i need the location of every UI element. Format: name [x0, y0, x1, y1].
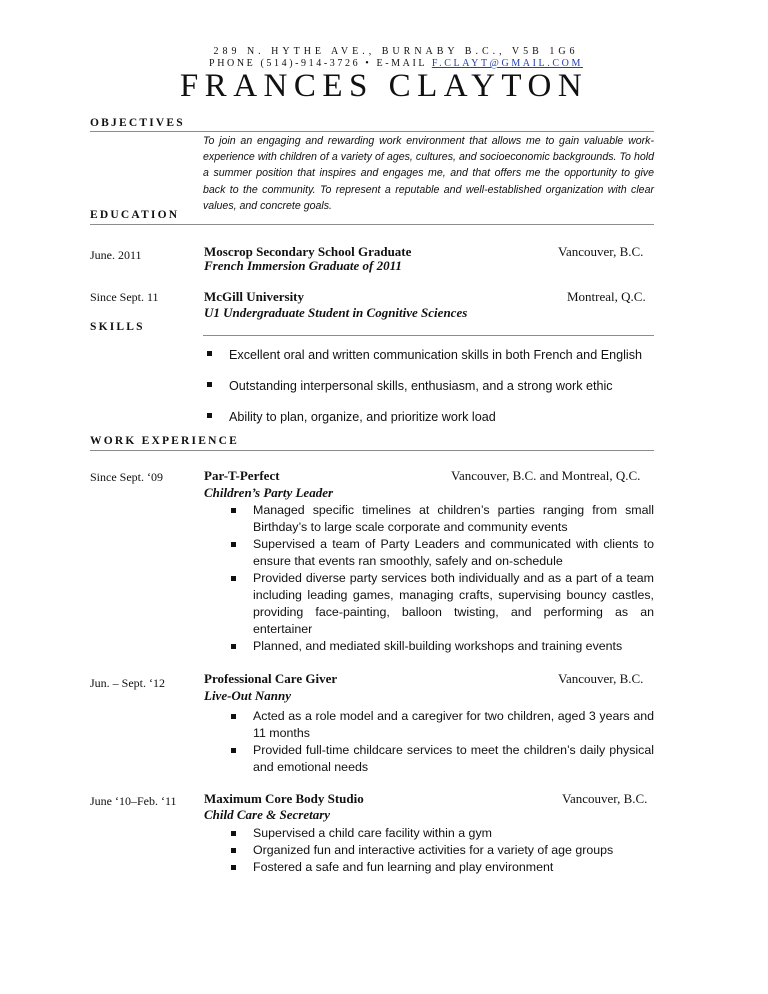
- duty-text: Organized fun and interactive activities for a variety of age groups: [253, 843, 614, 857]
- entry-date: Since Sept. ‘09: [90, 470, 163, 484]
- email-link[interactable]: F.CLAYT@GMAIL.COM: [431, 58, 583, 69]
- bullet-square-icon: [231, 576, 236, 581]
- entry-date: June. 2011: [90, 248, 142, 262]
- bullet-square-icon: [231, 508, 236, 513]
- section-title-objectives: OBJECTIVES: [90, 117, 185, 129]
- section-divider: [90, 131, 654, 132]
- bullet-square-icon: [231, 714, 236, 719]
- entry-location: Vancouver, B.C.: [558, 671, 644, 686]
- duty-text: Provided full-time childcare services to meet the children’s daily physical and emotional needs: [253, 743, 654, 774]
- entry-role: Child Care & Secretary: [204, 807, 331, 822]
- duty-text: Acted as a role model and a caregiver for two children, aged 3 years and 11 months: [253, 709, 654, 740]
- entry-location: Vancouver, B.C.: [558, 244, 644, 259]
- section-divider: [90, 224, 654, 225]
- duty-item: [230, 502, 654, 536]
- entry-location: Vancouver, B.C. and Montreal, Q.C.: [451, 468, 641, 483]
- entry-date: June ‘10–Feb. ‘11: [90, 794, 177, 808]
- skill-text: Excellent oral and written communication skills in both French and English: [229, 348, 642, 362]
- bullet-square-icon: [231, 542, 236, 547]
- entry-organization: Maximum Core Body Studio: [204, 791, 364, 806]
- objectives-text: To join an engaging and rewarding work environment that allows me to gain valuable work-experience with children of a variety of ages, cultures, and socioeconomic backgrounds. To hold a summer position that inspires and engages me, and that offers me the opportunity to give back to the community. To represent a reputable and well-established organization with clear values, and concrete goals.: [203, 135, 654, 212]
- section-title-work-experience: WORK EXPERIENCE: [90, 435, 239, 447]
- entry-organization: Professional Care Giver: [204, 671, 338, 686]
- bullet-square-icon: [207, 413, 212, 418]
- duty-text: Provided diverse party services both individually and as a part of a team including leading games, managing crafts, supervising bouncy castles, providing face-painting, balloon twisting, and performing as an entertainer: [253, 571, 654, 636]
- entry-location: Vancouver, B.C.: [562, 791, 648, 806]
- skill-text: Ability to plan, organize, and prioritize work load: [229, 410, 496, 424]
- duty-item: [230, 638, 654, 655]
- bullet-square-icon: [231, 644, 236, 649]
- skill-item: [207, 348, 642, 362]
- skill-item: [207, 379, 613, 393]
- duty-list: [230, 708, 654, 776]
- duty-text: Supervised a team of Party Leaders and communicated with clients to ensure that events ran smoothly, safely and on-schedule: [253, 537, 654, 568]
- entry-organization: McGill University: [204, 289, 305, 304]
- duty-text: Supervised a child care facility within a gym: [253, 826, 492, 840]
- skill-text: Outstanding interpersonal skills, enthusiasm, and a strong work ethic: [229, 379, 613, 393]
- bullet-square-icon: [231, 831, 236, 836]
- entry-date: Jun. – Sept. ‘12: [90, 676, 165, 690]
- contact-phone: PHONE (514)-914-3726 • E-MAIL: [209, 58, 432, 69]
- entry-role: Live-Out Nanny: [204, 688, 292, 703]
- duty-list: [230, 825, 654, 876]
- duty-item: [230, 859, 654, 876]
- entry-role: Children’s Party Leader: [204, 485, 334, 500]
- duty-item: [230, 570, 654, 638]
- contact-address: 289 N. HYTHE AVE., BURNABY B.C., V5B 1G6: [213, 46, 579, 57]
- section-divider: [90, 450, 654, 451]
- resume-name: FRANCES CLAYTON: [179, 68, 589, 104]
- section-title-skills: SKILLS: [90, 321, 145, 333]
- bullet-square-icon: [207, 382, 212, 387]
- duty-item: [230, 842, 654, 859]
- duty-list: [230, 502, 654, 655]
- section-title-education: EDUCATION: [90, 209, 180, 221]
- entry-organization: Par-T-Perfect: [204, 468, 280, 483]
- entry-role: French Immersion Graduate of 2011: [204, 258, 402, 273]
- bullet-square-icon: [207, 351, 212, 356]
- bullet-square-icon: [231, 865, 236, 870]
- duty-item: [230, 742, 654, 776]
- entry-location: Montreal, Q.C.: [567, 289, 646, 304]
- entry-date: Since Sept. 11: [90, 290, 159, 304]
- duty-text: Managed specific timelines at children’s parties ranging from small Birthday’s to large scale corporate and community events: [253, 503, 654, 534]
- section-divider: [203, 335, 654, 336]
- duty-item: [230, 536, 654, 570]
- duty-item: [230, 708, 654, 742]
- duty-text: Planned, and mediated skill-building workshops and training events: [253, 639, 623, 653]
- skill-item: [207, 410, 496, 424]
- duty-item: [230, 825, 654, 842]
- entry-role: U1 Undergraduate Student in Cognitive Sciences: [204, 305, 468, 320]
- bullet-square-icon: [231, 748, 236, 753]
- entry-organization: Moscrop Secondary School Graduate: [204, 244, 412, 259]
- duty-text: Fostered a safe and fun learning and play environment: [253, 860, 554, 874]
- bullet-square-icon: [231, 848, 236, 853]
